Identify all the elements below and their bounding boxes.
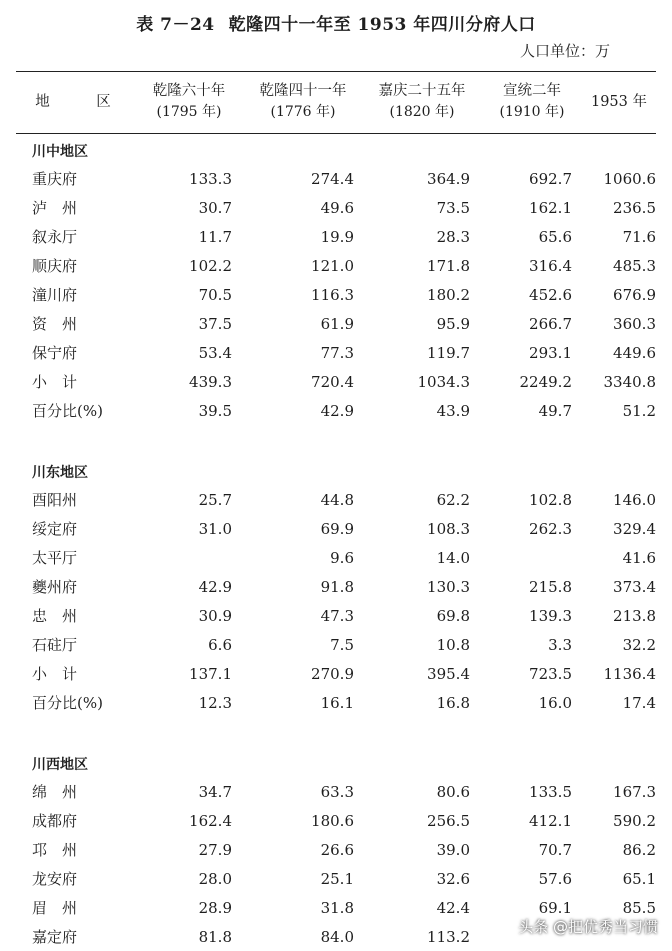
table-cell: 121.0 [311,256,354,275]
header-1795-line2: (1795 年) [156,104,222,120]
header-1820-line2: (1820 年) [389,104,455,120]
table-cell: 27.9 [198,840,232,859]
table-cell: 16.8 [436,693,470,712]
row-label: 成都府 [32,812,78,830]
table-row [16,396,656,425]
table-row [16,835,656,864]
header-1795 [134,72,244,132]
table-cell: 80.6 [436,782,470,801]
table-cell: 43.9 [436,401,470,420]
table-cell: 32.2 [622,635,656,654]
header-1776 [244,72,362,132]
table-cell: 130.3 [427,577,470,596]
table-row [16,367,656,396]
watermark: 头条 @把优秀当习惯 [518,918,658,936]
header-row [16,72,656,132]
table-cell: 37.5 [198,314,232,333]
section-title: 川中地区 [32,144,88,160]
table-row [16,659,656,688]
table-cell: 9.6 [330,548,354,567]
table-row [16,222,656,251]
table-cell: 28.0 [198,869,232,888]
section-title: 川东地区 [32,465,88,481]
table-cell: 1034.3 [417,372,470,391]
table-cell: 373.4 [613,577,656,596]
table-cell: 146.0 [613,490,656,509]
table-cell: 215.8 [529,577,572,596]
table-cell: 167.3 [613,782,656,801]
table-cell: 3340.8 [603,372,656,391]
table-cell: 1060.6 [603,169,656,188]
table-cell: 95.9 [436,314,470,333]
table-cell: 274.4 [311,169,354,188]
table-cell: 69.9 [320,519,354,538]
unit-label: 人口单位：万 [519,42,610,60]
header-1910-line1: 宣统二年 [503,83,561,99]
table-cell: 17.4 [622,693,656,712]
table-row [16,164,656,193]
row-label: 嘉定府 [32,928,78,946]
row-label: 忠 州 [32,607,78,625]
table-cell: 723.5 [529,664,572,683]
table-cell: 30.7 [198,198,232,217]
table-cell: 71.6 [622,227,656,246]
table-cell: 180.2 [427,285,470,304]
row-label: 保宁府 [32,344,78,362]
header-1910 [482,72,582,132]
table-cell: 57.6 [538,869,572,888]
table-title [0,10,672,35]
table-cell: 31.8 [320,898,354,917]
table-cell: 102.2 [189,256,232,275]
header-region: 地 区 [35,93,127,110]
table-cell: 133.3 [189,169,232,188]
table-cell: 39.0 [436,840,470,859]
table-cell: 28.3 [436,227,470,246]
table-cell: 91.8 [320,577,354,596]
table-title-text: 乾隆四十一年至 1953 年四川分府人口 [228,15,536,35]
table-row [16,601,656,630]
row-label: 小 计 [32,665,78,683]
row-label: 百分比(%) [32,402,103,420]
table-cell [134,543,244,572]
table-cell: 25.7 [198,490,232,509]
section-title: 川西地区 [32,757,88,773]
table-row [16,485,656,514]
row-label: 龙安府 [32,870,78,888]
table-cell: 81.8 [198,927,232,946]
table-cell: 25.1 [320,869,354,888]
table-cell: 69.1 [538,898,572,917]
table-cell: 61.9 [320,314,354,333]
table-cell: 44.8 [320,490,354,509]
table-cell: 49.7 [538,401,572,420]
header-1776-line2: (1776 年) [270,104,336,120]
table-row [16,309,656,338]
section-header-row [16,745,656,777]
table-cell: 14.0 [436,548,470,567]
table-cell: 236.5 [613,198,656,217]
table-row [16,514,656,543]
table-cell: 180.6 [311,811,354,830]
table-cell: 70.7 [538,840,572,859]
table-cell: 47.3 [320,606,354,625]
row-label: 眉 州 [32,899,78,917]
table-cell: 590.2 [613,811,656,830]
table-cell: 2249.2 [519,372,572,391]
section-spacer [16,717,656,745]
table-cell: 395.4 [427,664,470,683]
table-cell: 51.2 [622,401,656,420]
table-cell: 11.7 [198,227,232,246]
table-cell: 53.4 [198,343,232,362]
table-row [16,806,656,835]
table-cell: 31.0 [198,519,232,538]
header-1910-line2: (1910 年) [499,104,565,120]
table-cell: 16.0 [538,693,572,712]
table-cell: 692.7 [529,169,572,188]
table-cell: 34.7 [198,782,232,801]
table-cell: 86.2 [622,840,656,859]
table-number: 表 7－24 [136,15,215,35]
table-cell: 293.1 [529,343,572,362]
section-spacer [16,425,656,453]
table-cell: 119.7 [427,343,470,362]
table-cell: 1136.4 [603,664,656,683]
table-cell: 720.4 [311,372,354,391]
table-cell: 42.9 [198,577,232,596]
table-cell: 162.1 [529,198,572,217]
table-cell: 162.4 [189,811,232,830]
table-cell: 213.8 [613,606,656,625]
table-row [16,251,656,280]
table-row [16,543,656,572]
table-body [16,132,656,951]
table-cell: 41.6 [622,548,656,567]
table-cell: 266.7 [529,314,572,333]
table-cell: 70.5 [198,285,232,304]
table-row [16,864,656,893]
table-row [16,688,656,717]
table-cell: 676.9 [613,285,656,304]
table-row [16,338,656,367]
header-1776-line1: 乾隆四十一年 [259,83,347,99]
table-cell: 39.5 [198,401,232,420]
row-label: 顺庆府 [32,257,78,275]
table-cell: 49.6 [320,198,354,217]
table-cell: 19.9 [320,227,354,246]
table-cell: 30.9 [198,606,232,625]
table-cell: 360.3 [613,314,656,333]
table-cell: 113.2 [427,927,470,946]
table-row [16,572,656,601]
table-cell: 171.8 [427,256,470,275]
table-cell: 12.3 [198,693,232,712]
table-cell: 16.1 [320,693,354,712]
row-label: 资 州 [32,315,78,333]
table-cell: 329.4 [613,519,656,538]
table-cell: 316.4 [529,256,572,275]
table-cell: 485.3 [613,256,656,275]
table-cell: 133.5 [529,782,572,801]
table-cell: 85.5 [622,898,656,917]
header-1953-line1: 1953 年 [590,93,647,110]
section-header-row [16,453,656,485]
table-cell: 449.6 [613,343,656,362]
table-row [16,193,656,222]
table-cell: 262.3 [529,519,572,538]
table-cell: 364.9 [427,169,470,188]
header-1795-line1: 乾隆六十年 [152,83,226,99]
table-cell: 65.6 [538,227,572,246]
table-cell: 256.5 [427,811,470,830]
table-cell: 32.6 [436,869,470,888]
table-cell: 42.9 [320,401,354,420]
table-row [16,777,656,806]
row-label: 石砫厅 [32,636,78,654]
table-cell: 77.3 [320,343,354,362]
header-1820-line1: 嘉庆二十五年 [378,83,466,99]
table-cell: 7.5 [330,635,354,654]
table-cell: 73.5 [436,198,470,217]
row-label: 叙永厅 [32,228,78,246]
section-header-row [16,132,656,164]
row-label: 绥定府 [32,520,78,538]
header-1820 [362,72,482,132]
table-cell: 26.6 [320,840,354,859]
table-cell: 108.3 [427,519,470,538]
table-cell: 42.4 [436,898,470,917]
row-label: 酉阳州 [32,491,78,509]
table-cell: 116.3 [311,285,354,304]
table-cell: 412.1 [529,811,572,830]
table-cell: 3.3 [548,635,572,654]
row-label: 重庆府 [32,170,78,188]
row-label: 邛 州 [32,841,78,859]
table-cell: 439.3 [189,372,232,391]
table-cell: 139.3 [529,606,572,625]
table-cell: 137.1 [189,664,232,683]
table-cell: 65.1 [622,869,656,888]
table-cell: 452.6 [529,285,572,304]
table-cell: 270.9 [311,664,354,683]
table-cell: 28.9 [198,898,232,917]
row-label: 小 计 [32,373,78,391]
row-label: 太平厅 [32,549,78,567]
row-label: 绵 州 [32,783,78,801]
table-cell: 69.8 [436,606,470,625]
table-cell [482,543,582,572]
row-label: 潼川府 [32,286,78,304]
table-row [16,280,656,309]
table-cell: 10.8 [436,635,470,654]
table-cell: 63.3 [320,782,354,801]
row-label: 百分比(%) [32,694,103,712]
table-cell: 84.0 [320,927,354,946]
header-1953 [582,72,656,132]
table-cell: 6.6 [208,635,232,654]
row-label: 泸 州 [32,199,78,217]
table-row [16,630,656,659]
table-cell: 102.8 [529,490,572,509]
population-table [16,72,656,951]
row-label: 夔州府 [32,578,78,596]
table-cell: 62.2 [436,490,470,509]
